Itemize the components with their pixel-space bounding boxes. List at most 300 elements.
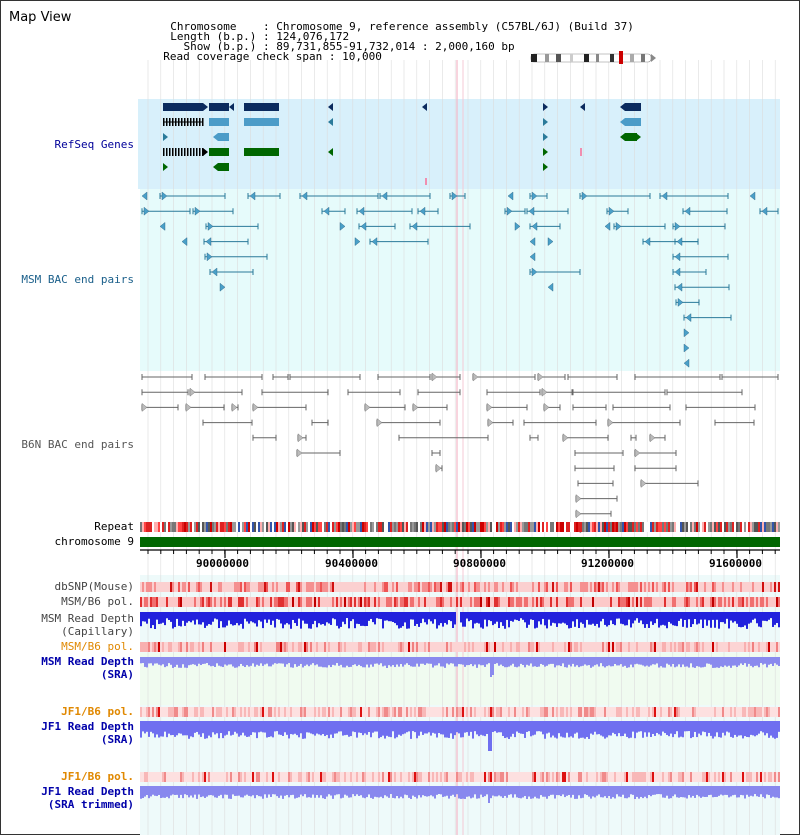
- jf1-b6-pol-strip: [296, 707, 298, 717]
- jf1-b6-pol-trimmed-strip: [658, 772, 660, 782]
- msm-b6-pol-strip: [654, 597, 656, 607]
- msm-b6-pol-strip: [356, 597, 358, 607]
- msm-depth-capillary-bar: [444, 612, 446, 623]
- repeat-segment: [588, 522, 590, 532]
- msm-b6-pol-strip: [718, 597, 720, 607]
- jf1-depth-trimmed-bar: [662, 786, 664, 798]
- msm-depth-capillary-bar: [762, 612, 764, 621]
- repeat-segment: [762, 522, 764, 532]
- msm-b6-pol-sra-strip: [354, 642, 356, 652]
- jf1-depth-bar: [532, 721, 534, 735]
- msm-depth-capillary-bar: [302, 612, 304, 621]
- jf1-b6-pol-trimmed-strip: [266, 772, 268, 782]
- jf1-b6-pol-trimmed-strip: [326, 772, 328, 782]
- msm-b6-pol-sra-strip: [380, 642, 382, 652]
- jf1-b6-pol-trimmed-strip: [672, 772, 674, 782]
- track-label-b6n-bac[interactable]: B6N BAC end pairs: [21, 438, 134, 451]
- dbsnp-strip: [416, 582, 418, 592]
- jf1-b6-pol-strip: [420, 707, 422, 717]
- jf1-b6-pol-trimmed-strip: [186, 772, 188, 782]
- msm-depth-capillary-bar: [648, 612, 650, 628]
- repeat-segment: [748, 522, 750, 532]
- msm-b6-pol-sra-strip: [662, 642, 664, 652]
- msm-b6-pol-strip: [586, 597, 588, 607]
- jf1-depth-trimmed-bar: [230, 786, 232, 799]
- dbsnp-strip: [164, 582, 166, 592]
- jf1-depth-trimmed-bar: [576, 786, 578, 799]
- repeat-segment: [692, 522, 694, 532]
- msm-b6-pol-strip: [648, 597, 650, 607]
- msm-depth-capillary-bar: [468, 612, 470, 621]
- jf1-depth-bar: [358, 721, 360, 733]
- dbsnp-strip: [382, 582, 384, 592]
- msm-b6-pol-strip: [502, 597, 504, 607]
- jf1-b6-pol-strip: [714, 707, 716, 717]
- dbsnp-strip: [180, 582, 182, 592]
- jf1-depth-trimmed-bar: [386, 786, 388, 796]
- msm-depth-sra-bar: [650, 657, 652, 665]
- msm-b6-pol-sra-strip: [654, 642, 656, 652]
- jf1-b6-pol-strip: [450, 707, 452, 717]
- msm-depth-sra-bar: [692, 657, 694, 667]
- msm-depth-capillary-bar: [172, 612, 174, 629]
- jf1-b6-pol-trimmed-strip: [768, 772, 770, 782]
- dbsnp-strip: [202, 582, 204, 592]
- msm-b6-pol-strip: [774, 597, 776, 607]
- msm-depth-sra-bar: [720, 657, 722, 666]
- jf1-depth-bar: [320, 721, 322, 735]
- jf1-depth-bar: [158, 721, 160, 738]
- jf1-depth-trimmed-bar: [746, 786, 748, 795]
- dbsnp-strip: [222, 582, 224, 592]
- msm-depth-capillary-bar: [512, 612, 514, 622]
- jf1-depth-trimmed-bar: [556, 786, 558, 795]
- msm-depth-capillary-bar: [714, 612, 716, 628]
- jf1-b6-pol-strip: [150, 707, 152, 717]
- msm-b6-pol-strip: [368, 597, 370, 607]
- track-label-repeat[interactable]: Repeat: [94, 520, 134, 533]
- jf1-b6-pol-trimmed-strip: [596, 772, 598, 782]
- jf1-b6-pol-strip: [312, 707, 314, 717]
- msm-b6-pol-sra-strip: [234, 642, 236, 652]
- jf1-b6-pol-trimmed-strip: [406, 772, 408, 782]
- msm-b6-pol-sra-strip: [270, 642, 272, 652]
- msm-b6-pol-strip: [324, 597, 326, 607]
- dbsnp-strip: [740, 582, 742, 592]
- msm-depth-sra-bar: [224, 657, 226, 664]
- jf1-b6-pol-trimmed-strip: [458, 772, 460, 782]
- msm-b6-pol-sra-strip: [244, 642, 246, 652]
- jf1-b6-pol-strip: [512, 707, 514, 717]
- dbsnp-strip: [358, 582, 360, 592]
- jf1-b6-pol-strip: [748, 707, 750, 717]
- msm-depth-sra-bar: [352, 657, 354, 665]
- msm-depth-sra-bar: [614, 657, 616, 664]
- dbsnp-strip: [362, 582, 364, 592]
- msm-b6-pol-sra-strip: [400, 642, 402, 652]
- repeat-segment: [536, 522, 538, 532]
- msm-depth-sra-bar: [514, 657, 516, 667]
- msm-b6-pol-sra-strip: [658, 642, 660, 652]
- dbsnp-strip: [414, 582, 416, 592]
- repeat-segment: [678, 522, 680, 532]
- jf1-b6-pol-trimmed-strip: [308, 772, 310, 782]
- track-label-msm-b6-pol-sra[interactable]: MSM/B6 pol.: [61, 640, 134, 653]
- repeat-segment: [758, 522, 760, 532]
- track-label-jf1-depth-trimmed[interactable]: JF1 Read Depth: [41, 785, 134, 798]
- msm-b6-pol-sra-strip: [708, 642, 710, 652]
- dbsnp-strip: [346, 582, 348, 592]
- msm-b6-pol-sra-strip: [428, 642, 430, 652]
- jf1-depth-trimmed-bar: [654, 786, 656, 795]
- repeat-segment: [612, 522, 614, 532]
- msm-b6-pol-strip: [772, 597, 774, 607]
- jf1-depth-bar: [328, 721, 330, 738]
- jf1-depth-bar: [696, 721, 698, 737]
- dbsnp-strip: [628, 582, 630, 592]
- msm-depth-capillary-bar: [750, 612, 752, 623]
- dbsnp-strip: [602, 582, 604, 592]
- msm-depth-sra-bar: [174, 657, 176, 667]
- dbsnp-strip: [668, 582, 670, 592]
- jf1-b6-pol-trimmed-strip: [322, 772, 324, 782]
- dbsnp-strip: [174, 582, 176, 592]
- msm-b6-pol-strip: [364, 597, 366, 607]
- jf1-depth-bar: [702, 721, 704, 732]
- repeat-segment: [446, 522, 448, 532]
- jf1-b6-pol-trimmed-strip: [244, 772, 246, 782]
- jf1-b6-pol-trimmed-strip: [506, 772, 508, 782]
- dbsnp-strip: [684, 582, 686, 592]
- msm-b6-pol-strip: [514, 597, 516, 607]
- dbsnp-strip: [228, 582, 230, 592]
- repeat-segment: [768, 522, 770, 532]
- dbsnp-strip: [394, 582, 396, 592]
- track-label-msm-b6-pol[interactable]: MSM/B6 pol.: [61, 595, 134, 608]
- dbsnp-strip: [352, 582, 354, 592]
- msm-b6-pol-strip: [752, 597, 754, 607]
- jf1-b6-pol-trimmed-strip: [184, 772, 186, 782]
- msm-b6-pol-sra-strip: [282, 642, 284, 652]
- jf1-b6-pol-trimmed-strip: [160, 772, 162, 782]
- jf1-depth-bar: [308, 721, 310, 733]
- msm-depth-sra-bar: [196, 657, 198, 666]
- jf1-depth-bar: [440, 721, 442, 734]
- dbsnp-strip: [292, 582, 294, 592]
- jf1-depth-bar: [482, 721, 484, 736]
- msm-depth-capillary-bar: [310, 612, 312, 629]
- msm-b6-pol-strip: [172, 597, 174, 607]
- msm-b6-pol-sra-strip: [194, 642, 196, 652]
- jf1-b6-pol-trimmed-strip: [600, 772, 602, 782]
- msm-b6-pol-strip: [342, 597, 344, 607]
- repeat-segment: [328, 522, 330, 532]
- jf1-depth-bar: [394, 721, 396, 738]
- repeat-segment: [666, 522, 668, 532]
- dbsnp-strip: [208, 582, 210, 592]
- track-label-dbsnp[interactable]: dbSNP(Mouse): [54, 580, 134, 593]
- msm-b6-pol-sra-strip: [206, 642, 208, 652]
- jf1-depth-bar: [448, 721, 450, 738]
- msm-b6-pol-strip: [770, 597, 772, 607]
- msm-b6-pol-sra-strip: [774, 642, 776, 652]
- jf1-b6-pol-strip: [452, 707, 454, 717]
- jf1-b6-pol-trimmed-strip: [666, 772, 668, 782]
- msm-depth-capillary-bar: [522, 612, 524, 620]
- jf1-depth-trimmed-bar: [766, 786, 768, 794]
- msm-depth-sra-bar: [454, 657, 456, 666]
- jf1-depth-trimmed-bar: [184, 786, 186, 794]
- jf1-depth-trimmed-bar: [144, 786, 146, 797]
- jf1-depth-bar: [174, 721, 176, 737]
- msm-depth-sra-bar: [516, 657, 518, 667]
- msm-b6-pol-strip: [658, 597, 660, 607]
- msm-b6-pol-sra-strip: [448, 642, 450, 652]
- msm-b6-pol-sra-strip: [182, 642, 184, 652]
- msm-depth-sra-bar: [698, 657, 700, 667]
- jf1-b6-pol-trimmed-strip: [164, 772, 166, 782]
- jf1-depth-bar: [724, 721, 726, 735]
- jf1-depth-trimmed-bar: [692, 786, 694, 796]
- dbsnp-strip: [664, 582, 666, 592]
- msm-depth-capillary-bar: [718, 612, 720, 629]
- ideogram-band: [584, 54, 589, 62]
- repeat-segment: [724, 522, 726, 532]
- jf1-depth-bar: [244, 721, 246, 736]
- msm-depth-capillary-bar: [226, 612, 228, 626]
- jf1-depth-bar: [646, 721, 648, 737]
- msm-b6-pol-sra-strip: [322, 642, 324, 652]
- track-label-jf1-b6-pol-trimmed[interactable]: JF1/B6 pol.: [61, 770, 134, 783]
- jf1-depth-bar: [366, 721, 368, 735]
- jf1-depth-trimmed-bar: [534, 786, 536, 797]
- dbsnp-strip: [332, 582, 334, 592]
- gene-exon: [163, 148, 165, 156]
- dbsnp-strip: [482, 582, 484, 592]
- msm-depth-capillary-bar: [188, 612, 190, 621]
- track-label-msm-bac[interactable]: MSM BAC end pairs: [21, 273, 134, 286]
- jf1-depth-trimmed-bar: [490, 786, 492, 798]
- msm-depth-capillary-bar: [752, 612, 754, 620]
- msm-b6-pol-strip: [296, 597, 298, 607]
- jf1-depth-bar: [544, 721, 546, 739]
- msm-b6-pol-sra-strip: [440, 642, 442, 652]
- msm-depth-sra-bar: [730, 657, 732, 668]
- jf1-depth-trimmed-bar: [588, 786, 590, 797]
- jf1-depth-trimmed-bar: [370, 786, 372, 798]
- track-label-refseq[interactable]: RefSeq Genes: [54, 138, 134, 151]
- jf1-depth-bar: [534, 721, 536, 735]
- track-label-jf1-b6-pol[interactable]: JF1/B6 pol.: [61, 705, 134, 718]
- jf1-depth-trimmed-bar: [154, 786, 156, 796]
- dbsnp-strip: [264, 582, 266, 592]
- jf1-depth-bar: [540, 721, 542, 732]
- jf1-b6-pol-trimmed-strip: [304, 772, 306, 782]
- dbsnp-strip: [158, 582, 160, 592]
- repeat-segment: [196, 522, 198, 532]
- track-label-jf1-depth[interactable]: JF1 Read Depth: [41, 720, 134, 733]
- jf1-b6-pol-trimmed-strip: [742, 772, 744, 782]
- gene-exon: [181, 148, 183, 156]
- jf1-b6-pol-strip: [458, 707, 460, 717]
- jf1-depth-bar: [232, 721, 234, 735]
- msm-b6-pol-sra-strip: [558, 642, 560, 652]
- repeat-segment: [298, 522, 300, 532]
- repeat-segment: [246, 522, 248, 532]
- jf1-b6-pol-strip: [174, 707, 176, 717]
- msm-depth-capillary-bar: [556, 612, 558, 627]
- msm-b6-pol-strip: [508, 597, 510, 607]
- msm-b6-pol-strip: [414, 597, 416, 607]
- msm-b6-pol-sra-strip: [370, 642, 372, 652]
- jf1-depth-bar: [176, 721, 178, 735]
- msm-depth-sra-bar: [168, 657, 170, 663]
- dbsnp-strip: [666, 582, 668, 592]
- jf1-depth-trimmed-bar: [374, 786, 376, 797]
- jf1-depth-bar: [368, 721, 370, 732]
- msm-b6-pol-sra-strip: [744, 642, 746, 652]
- msm-b6-pol-strip: [436, 597, 438, 607]
- jf1-depth-bar: [662, 721, 664, 732]
- dbsnp-strip: [234, 582, 236, 592]
- msm-b6-pol-strip: [322, 597, 324, 607]
- msm-b6-pol-sra-strip: [224, 642, 226, 652]
- msm-depth-capillary-bar: [476, 612, 478, 623]
- jf1-b6-pol-trimmed-strip: [750, 772, 752, 782]
- msm-depth-capillary-bar: [344, 612, 346, 624]
- msm-b6-pol-sra-strip: [576, 642, 578, 652]
- msm-b6-pol-strip: [628, 597, 630, 607]
- dbsnp-strip: [558, 582, 560, 592]
- msm-depth-sra-bar: [480, 657, 482, 665]
- msm-b6-pol-sra-strip: [334, 642, 336, 652]
- msm-b6-pol-strip: [634, 597, 636, 607]
- jf1-b6-pol-trimmed-strip: [632, 772, 634, 782]
- msm-depth-sra-bar: [160, 657, 162, 665]
- msm-depth-capillary-bar: [182, 612, 184, 621]
- msm-depth-sra-bar: [492, 657, 494, 675]
- track-label-msm-depth-sra[interactable]: MSM Read Depth: [41, 655, 134, 668]
- msm-depth-capillary-bar: [290, 612, 292, 629]
- msm-b6-pol-sra-strip: [492, 642, 494, 652]
- msm-depth-sra-bar: [460, 657, 462, 664]
- msm-b6-pol-strip: [396, 597, 398, 607]
- msm-b6-pol-strip: [748, 597, 750, 607]
- msm-depth-sra-bar: [766, 657, 768, 667]
- jf1-b6-pol-trimmed-strip: [556, 772, 558, 782]
- jf1-b6-pol-trimmed-strip: [188, 772, 190, 782]
- jf1-depth-trimmed-bar: [566, 786, 568, 796]
- repeat-segment: [302, 522, 304, 532]
- msm-b6-pol-strip: [360, 597, 362, 607]
- dbsnp-strip: [294, 582, 296, 592]
- jf1-b6-pol-strip: [422, 707, 424, 717]
- dbsnp-strip: [546, 582, 548, 592]
- jf1-depth-trimmed-bar: [640, 786, 642, 797]
- jf1-b6-pol-trimmed-strip: [578, 772, 580, 782]
- jf1-b6-pol-strip: [392, 707, 394, 717]
- jf1-depth-trimmed-bar: [706, 786, 708, 797]
- msm-b6-pol-strip: [320, 597, 322, 607]
- dbsnp-strip: [750, 582, 752, 592]
- msm-depth-sra-bar: [644, 657, 646, 666]
- jf1-b6-pol-trimmed-strip: [168, 772, 170, 782]
- msm-b6-pol-sra-strip: [644, 642, 646, 652]
- jf1-b6-pol-strip: [158, 707, 160, 717]
- repeat-segment: [422, 522, 424, 532]
- msm-b6-pol-strip: [574, 597, 576, 607]
- jf1-depth-bar: [442, 721, 444, 735]
- msm-b6-pol-sra-strip: [736, 642, 738, 652]
- msm-depth-capillary-bar: [400, 612, 402, 628]
- repeat-segment: [448, 522, 450, 532]
- msm-b6-pol-strip: [730, 597, 732, 607]
- jf1-b6-pol-strip: [672, 707, 674, 717]
- jf1-b6-pol-trimmed-strip: [684, 772, 686, 782]
- msm-b6-pol-sra-strip: [464, 642, 466, 652]
- jf1-depth-bar: [542, 721, 544, 734]
- jf1-b6-pol-trimmed-strip: [518, 772, 520, 782]
- msm-depth-capillary-bar: [268, 612, 270, 620]
- jf1-depth-trimmed-bar: [734, 786, 736, 795]
- jf1-b6-pol-strip: [270, 707, 272, 717]
- jf1-depth-trimmed-bar: [484, 786, 486, 796]
- jf1-depth-trimmed-bar: [242, 786, 244, 797]
- msm-b6-pol-sra-strip: [546, 642, 548, 652]
- repeat-segment: [528, 522, 530, 532]
- dbsnp-strip: [678, 582, 680, 592]
- msm-depth-sra-bar: [356, 657, 358, 666]
- jf1-b6-pol-strip: [454, 707, 456, 717]
- jf1-depth-trimmed-bar: [306, 786, 308, 798]
- jf1-b6-pol-trimmed-strip: [526, 772, 528, 782]
- track-label-chromosome[interactable]: chromosome 9: [54, 535, 134, 548]
- msm-b6-pol-strip: [140, 597, 142, 607]
- msm-b6-pol-sra-strip: [272, 642, 274, 652]
- msm-b6-pol-sra-strip: [510, 642, 512, 652]
- jf1-depth-bar: [148, 721, 150, 737]
- msm-b6-pol-strip: [700, 597, 702, 607]
- msm-depth-capillary-bar: [156, 612, 158, 620]
- track-label-msm-depth-capillary[interactable]: MSM Read Depth: [41, 612, 134, 625]
- jf1-b6-pol-strip: [382, 707, 384, 717]
- msm-b6-pol-sra-strip: [552, 642, 554, 652]
- msm-b6-pol-strip: [636, 597, 638, 607]
- gene-exon: [187, 148, 189, 156]
- jf1-depth-bar: [470, 721, 472, 732]
- dbsnp-strip: [272, 582, 274, 592]
- msm-depth-sra-bar: [150, 657, 152, 663]
- jf1-b6-pol-strip: [682, 707, 684, 717]
- msm-depth-sra-bar: [228, 657, 230, 664]
- jf1-depth-trimmed-bar: [560, 786, 562, 796]
- msm-b6-pol-sra-strip: [646, 642, 648, 652]
- msm-b6-pol-sra-strip: [158, 642, 160, 652]
- jf1-b6-pol-strip: [632, 707, 634, 717]
- msm-depth-sra-bar: [166, 657, 168, 666]
- jf1-depth-trimmed-bar: [438, 786, 440, 794]
- msm-depth-capillary-bar: [228, 612, 230, 620]
- msm-depth-capillary-bar: [326, 612, 328, 622]
- msm-b6-pol-strip: [488, 597, 490, 607]
- jf1-depth-trimmed-bar: [506, 786, 508, 798]
- msm-depth-sra-bar: [444, 657, 446, 668]
- jf1-b6-pol-trimmed-strip: [298, 772, 300, 782]
- jf1-depth-trimmed-bar: [322, 786, 324, 798]
- msm-depth-sra-bar: [498, 657, 500, 666]
- msm-depth-sra-bar: [760, 657, 762, 663]
- jf1-b6-pol-trimmed-strip: [256, 772, 258, 782]
